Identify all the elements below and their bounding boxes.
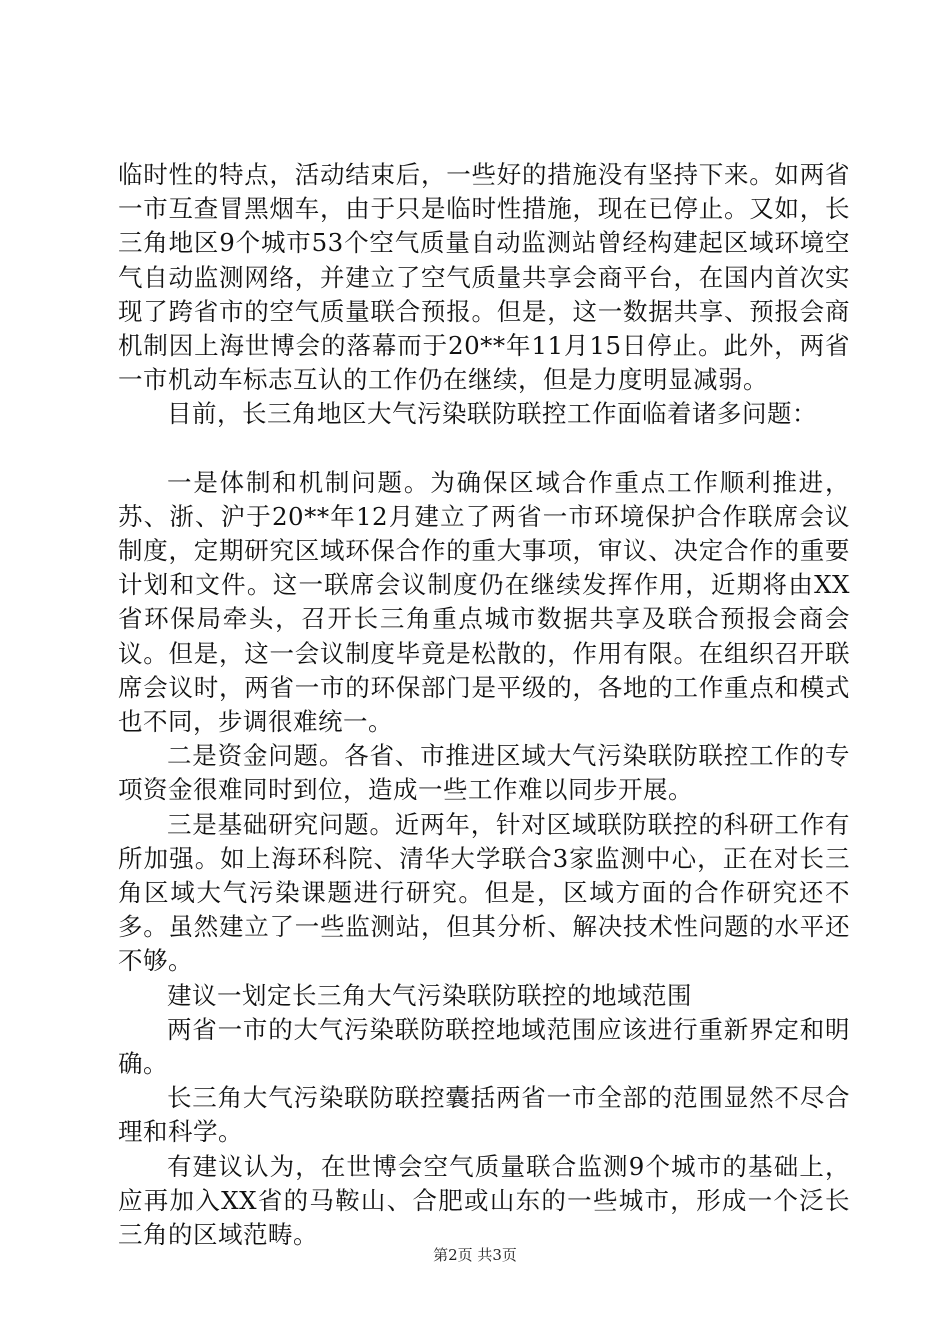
paragraph-continuation: 临时性的特点，活动结束后，一些好的措施没有坚持下来。如两省一市互查冒黑烟车，由于只是临时性措施，现在已停止。又如，长三角地区9个城市53个空气质量自动监测站曾经构建起区域环境空气自动监测网络，并建立了空气质量共享会商平台，在国内首次实现了跨省市的空气质量联合预报。但是，这一数据共享、预报会商机制因上海世博会的落幕而于20**年11月15日停止。此外，两省一市机动车标志互认的工作仍在继续，但是力度明显减弱。 xyxy=(118,160,850,395)
document-body xyxy=(118,158,850,1252)
paragraph-scope-proposal: 有建议认为，在世博会空气质量联合监测9个城市的基础上，应再加入XX省的马鞍山、合肥或山东的一些城市，形成一个泛长三角的区域范畴。 xyxy=(118,1151,850,1250)
paragraph-institution-problem: 一是体制和机制问题。为确保区域合作重点工作顺利推进，苏、浙、沪于20**年12月建立了两省一市环境保护合作联席会议制度，定期研究区域环保合作的重大事项，审议、决定合作的重要计划和文件。这一联席会议制度仍在继续发挥作用，近期将由XX省环保局牵头，召开长三角重点城市数据共享及联合预报会商会议。但是，这一会议制度毕竟是松散的，作用有限。在组织召开联席会议时，两省一市的环保部门是平级的，各地的工作重点和模式也不同，步调很难统一。 xyxy=(118,467,850,737)
page-footer: 第2页 共3页 xyxy=(433,1246,517,1264)
paragraph-scope-reasoning: 长三角大气污染联防联控囊括两省一市全部的范围显然不尽合理和科学。 xyxy=(118,1083,850,1147)
paragraph-suggestion-heading: 建议一划定长三角大气污染联防联控的地域范围 xyxy=(167,980,692,1010)
paragraph-scope-definition: 两省一市的大气污染联防联控地域范围应该进行重新界定和明确。 xyxy=(118,1014,850,1079)
paragraph-funding-problem: 二是资金问题。各省、市推进区域大气污染联防联控工作的专项资金很难同时到位，造成一些工作难以同步开展。 xyxy=(118,741,850,805)
paragraph-research-problem: 三是基础研究问题。近两年，针对区域联防联控的科研工作有所加强。如上海环科院、清华大学联合3家监测中心，正在对长三角区域大气污染课题进行研究。但是，区域方面的合作研究还不多。虽然建立了一些监测站，但其分析、解决技术性问题的水平还不够。 xyxy=(118,809,850,976)
paragraph-problems-intro: 目前，长三角地区大气污染联防联控工作面临着诸多问题： xyxy=(167,399,817,429)
